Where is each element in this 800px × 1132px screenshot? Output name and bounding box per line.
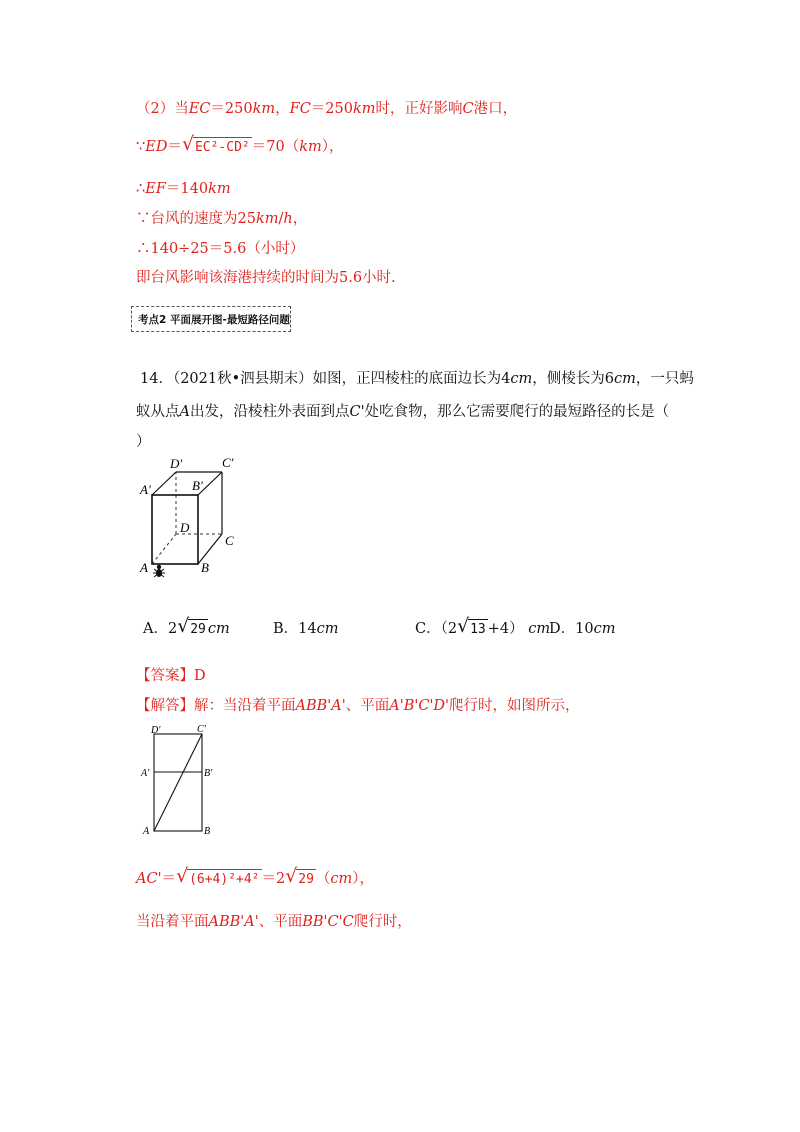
- edge-a1d1: [152, 472, 176, 495]
- label-B1: B': [192, 478, 203, 493]
- net-label-B1: B': [204, 768, 213, 779]
- topic-tag: 考点2 平面展开图-最短路径问题: [131, 306, 291, 332]
- prism-figure: [130, 452, 250, 582]
- ant-icon: [153, 565, 165, 577]
- sqrt-ec-cd: √ EC²-CD²: [183, 137, 252, 158]
- net-figure: [135, 722, 225, 837]
- result-line: AC'＝√ (6+4)²+4² ＝2√ 29 （cm），: [136, 869, 374, 890]
- last-line: 当沿着平面ABB'A'、平面BB'C'C爬行时，: [136, 914, 412, 930]
- label-D: D: [180, 520, 190, 535]
- option-c: C．（2√ 13 +4） cm: [415, 619, 550, 640]
- option-a: A．2√ 29 cm: [143, 619, 230, 640]
- net-label-A: A: [143, 826, 150, 837]
- option-d: D．10cm: [549, 621, 616, 637]
- explanation-line: 【解答】解：当沿着平面ABB'A'、平面A'B'C'D'爬行时，如图所示，: [136, 698, 580, 714]
- option-b: B．14cm: [273, 621, 339, 637]
- net-label-A1: A': [141, 768, 150, 779]
- label-A1: A': [140, 482, 151, 497]
- question-14-line-3: ）: [136, 434, 151, 450]
- solution-line-4: ∵台风的速度为25km/h，: [136, 211, 308, 227]
- net-diagonal: [154, 734, 202, 831]
- hidden-edge-ad: [152, 534, 176, 564]
- solution-line-5: ∴140÷25＝5.6（小时）: [136, 241, 305, 257]
- label-D1: D': [170, 456, 183, 471]
- question-14-line-1: 14．（2021秋•泗县期末）如图，正四棱柱的底面边长为4cm，侧棱长为6cm，一只蚂: [140, 371, 694, 387]
- solution-line-1: （2）当EC＝250km，FC＝250km时，正好影响C港口，: [136, 101, 518, 117]
- label-C1: C': [222, 455, 234, 470]
- net-label-D1: D': [151, 725, 161, 736]
- solution-line-3: ∴EF＝140km: [136, 181, 231, 197]
- answer-line: 【答案】D: [136, 668, 206, 684]
- label-B: B: [201, 560, 209, 575]
- net-label-C1: C': [197, 724, 206, 735]
- label-A: A: [140, 560, 148, 575]
- question-14-line-2: 蚁从点A出发，沿棱柱外表面到点C'处吃食物，那么它需要爬行的最短路径的长是（: [136, 404, 670, 420]
- label-C: C: [225, 533, 234, 548]
- front-face: [152, 495, 198, 564]
- solution-line-2: ∵ED＝√ EC²-CD² ＝70（km），: [136, 137, 344, 158]
- net-label-B: B: [204, 826, 211, 837]
- solution-line-6: 即台风影响该海港持续的时间为5.6小时.: [136, 270, 396, 286]
